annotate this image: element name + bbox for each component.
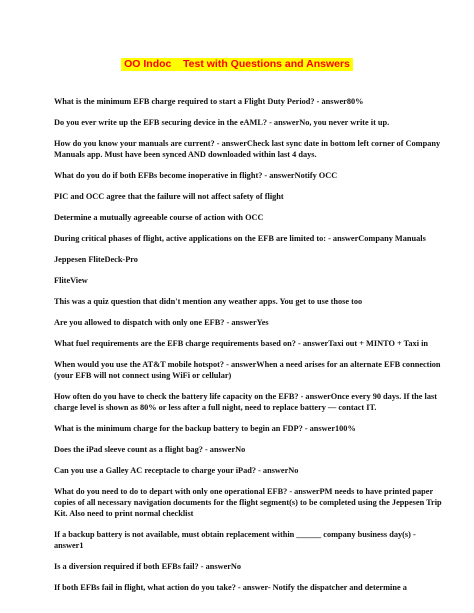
qa-item: Does the iPad sleeve count as a flight bag? - answerNo — [54, 445, 246, 454]
qa-item: Is a diversion required if both EFBs fail? - answerNo — [54, 562, 242, 571]
qa-item: If both EFBs fail in flight, what action do you take? - answer- Notify the dispatcher and determine a — [54, 583, 407, 592]
qa-item: What is the minimum charge for the backup battery to begin an FDP? - answer100% — [54, 424, 356, 433]
qa-item: Are you allowed to dispatch with only one EFB? - answerYes — [54, 318, 269, 327]
qa-item: How often do you have to check the battery life capacity on the EFB? - answerOnce every 90 days. If the last charge level is shown as 80% or less after a full night, need to replace battery — contact IT. — [54, 392, 437, 412]
document-title: OO Indoc Test with Questions and Answers — [121, 58, 353, 71]
qa-item: During critical phases of flight, active applications on the EFB are limited to: - answerCompany Manuals — [54, 234, 426, 243]
qa-item: FliteView — [54, 276, 88, 285]
qa-list — [54, 96, 444, 603]
qa-item: If a backup battery is not available, must obtain replacement within ______ company business day(s) - answer1 — [54, 530, 416, 550]
qa-item: Can you use a Galley AC receptacle to charge your iPad? - answerNo — [54, 466, 299, 475]
qa-item: Determine a mutually agreeable course of action with OCC — [54, 213, 264, 222]
qa-item: What do you do if both EFBs become inoperative in flight? - answerNotify OCC — [54, 171, 338, 180]
qa-item: What fuel requirements are the EFB charge requirements based on? - answerTaxi out + MINTO + Taxi in — [54, 339, 428, 348]
qa-item: PIC and OCC agree that the failure will not affect safety of flight — [54, 192, 284, 201]
qa-item: This was a quiz question that didn't mention any weather apps. You get to use those too — [54, 297, 363, 306]
qa-item: Jeppesen FliteDeck-Pro — [54, 255, 138, 264]
title-container — [0, 54, 474, 72]
qa-item: When would you use the AT&T mobile hotspot? - answerWhen a need arises for an alternate EFB connection (your EFB will not connect using WiFi or cellular) — [54, 360, 441, 380]
qa-item: What do you need to do to depart with only one operational EFB? - answerPM needs to have printed paper copies of all necessary navigation documents for the flight segment(s) to be completed using the Jeppesen Trip Kit. Also need to print normal checklist — [54, 487, 442, 518]
qa-item: What is the minimum EFB charge required to start a Flight Duty Period? - answer80% — [54, 97, 364, 106]
qa-item: Do you ever write up the EFB securing device in the eAML? - answerNo, you never write it up. — [54, 118, 390, 127]
qa-item: How do you know your manuals are current? - answerCheck last sync date in bottom left corner of Company Manuals app. Must have been synced AND downloaded within last 4 days. — [54, 139, 441, 159]
